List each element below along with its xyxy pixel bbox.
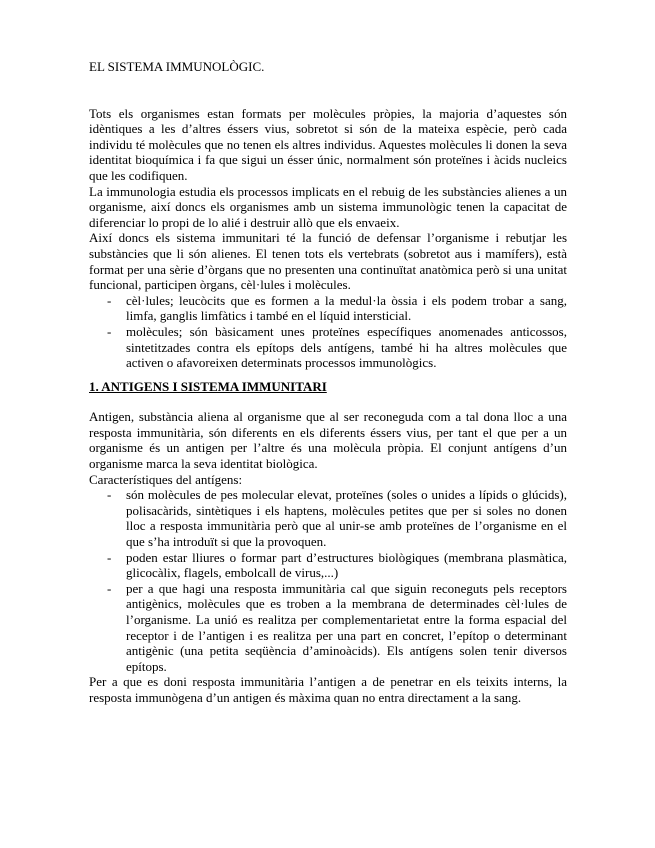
intro-bullet-list (89, 293, 567, 371)
list-item (89, 487, 567, 549)
intro-paragraph-1: Tots els organismes estan formats per molècules pròpies, la majoria d’aquestes són idèntiques a les d’altres éssers vius, sobretot si són de la mateixa espècie, però cada individu té molècules que no tenen els altres individus. Aquestes molècules li donen la seva identitat bioquímica i fa que sigui un ésser únic, normalment són proteïnes i àcids nucleics que les codifiquen. (89, 105, 567, 183)
spacer (89, 90, 567, 106)
intro-paragraph-3: Així doncs els sistema immunitari té la funció de defensar l’organisme i rebutjar les substàncies que li són alienes. El tenen tots els vertebrats (sobretot aus i mamífers), està format per una sèrie d’òrgans que no presenten una continuïtat anatòmica però si una unitat funcional, participen òrgans, cèl·lules i molècules. (89, 230, 567, 293)
bullet-text: poden estar lliures o formar part d’estructures biològiques (membrana plasmàtica, glicocàlix, flagels, embolcall de virus,...) (126, 549, 567, 581)
list-item (89, 293, 567, 324)
list-item (89, 324, 567, 371)
bullet-text: cèl·lules; leucòcits que es formen a la medul·la òssia i els podem trobar a sang, limfa, ganglis limfàtics i també en el líquid intersticial. (126, 292, 567, 324)
document-page (89, 59, 567, 706)
characteristics-bullet-list (89, 487, 567, 674)
bullet-dash: - (107, 292, 112, 308)
bullet-dash: - (107, 549, 112, 565)
closing-paragraph: Per a que es doni resposta immunitària l’antigen a de penetrar en els teixits interns, la resposta immunògena d’un antigen és màxima quan no entra directament a la sang. (89, 674, 567, 705)
list-item (89, 550, 567, 581)
bullet-text: són molècules de pes molecular elevat, proteïnes (soles o unides a lípids o glúcids), polisacàrids, sintètiques i els haptens, molècules petites que per si soles no donen lloc a resposta immunitària però que al unir-se amb proteïnes de l’organisme en el que s’ha introduït si que la provoquen. (126, 487, 567, 550)
list-item (89, 581, 567, 675)
intro-paragraph-2: La immunologia estudia els processos implicats en el rebuig de les substàncies alienes a un organisme, així doncs els organismes amb un sistema immunològic tenen la capacitat de diferenciar lo propi de lo alié i destruir allò que els envaeix. (89, 183, 567, 230)
bullet-text: molècules; són bàsicament unes proteïnes específiques anomenades anticossos, sintetitzades contra els epítops dels antígens, també hi ha altres molècules que activen o afavoreixen determinats processos immunològics. (126, 323, 567, 371)
section-heading: 1. ANTIGENS I SISTEMA IMMUNITARI (89, 378, 327, 394)
bullet-dash: - (107, 580, 112, 596)
bullet-text: per a que hagi una resposta immunitària cal que siguin reconeguts pels receptors antigènics, molècules que es troben a la membrana de determinades cèl·lules de l’organisme. La unió es realitza per complementarietat entre la forma espacial del receptor i de l’antigen i es realitza per una part en concret, l’epítop o determinant antigènic (una petita seqüència d’aminoàcids). Els antígens solen tenir diversos epítops. (126, 580, 567, 674)
characteristics-label: Característiques del antígens: (89, 471, 243, 487)
document-title: EL SISTEMA IMMUNOLÒGIC. (89, 59, 265, 74)
bullet-dash: - (107, 323, 112, 339)
section-paragraph: Antigen, substància aliena al organisme que al ser reconeguda com a tal dona lloc a una resposta immunitària, són diferents en els diferents éssers vius, per tant el que per a un organisme és un antigen per l’altre és una molècula pròpia. El conjunt antígens d’un organisme marca la seva identitat biològica. (89, 409, 567, 472)
bullet-dash: - (107, 487, 112, 503)
